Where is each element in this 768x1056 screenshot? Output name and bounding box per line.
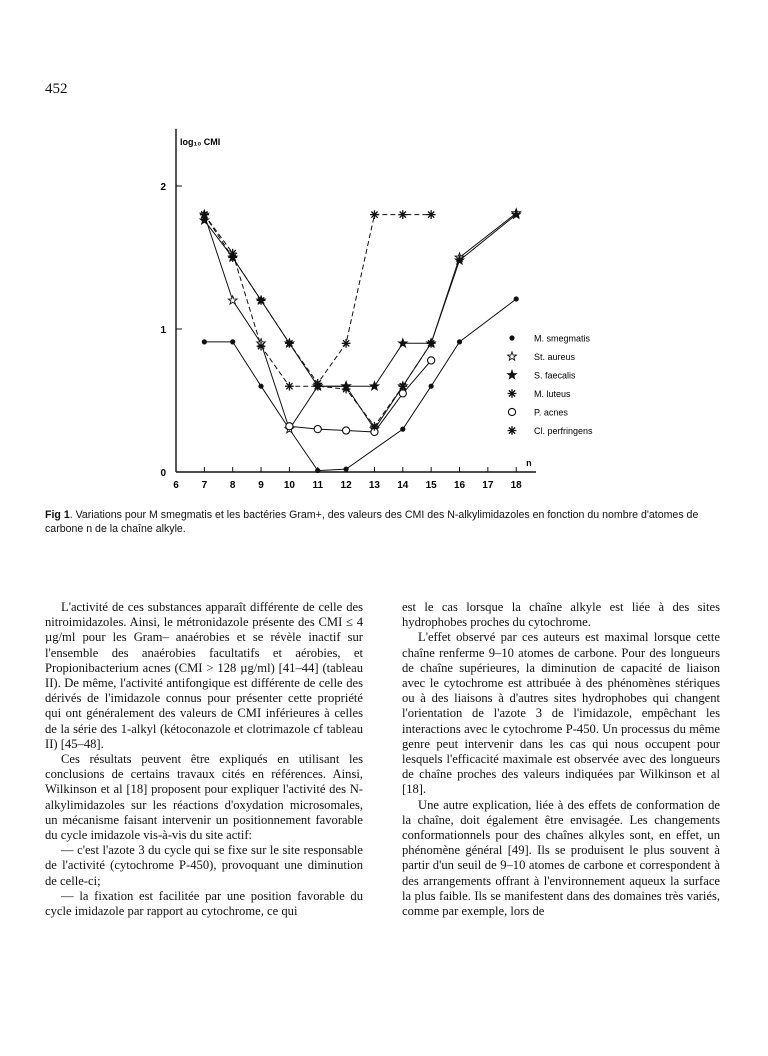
legend-label: Cl. perfringens (534, 426, 593, 436)
series-line (204, 215, 431, 427)
series (202, 296, 519, 473)
series (200, 209, 521, 433)
data-point (258, 384, 263, 389)
data-point (344, 467, 349, 472)
data-point (514, 296, 519, 301)
series-line (204, 299, 516, 471)
data-point (314, 426, 321, 433)
legend-entry (508, 352, 576, 362)
legend-label: M. smegmatis (534, 333, 591, 344)
data-point (508, 370, 517, 378)
chart-legend (508, 334, 593, 437)
y-tick-label: 2 (160, 182, 166, 193)
data-point (427, 339, 436, 348)
x-tick-label: 17 (482, 480, 494, 491)
legend-label: P. acnes (534, 407, 568, 418)
data-point (509, 335, 514, 340)
x-tick-label: 15 (425, 480, 437, 491)
data-point (370, 422, 379, 431)
data-point (285, 339, 294, 348)
x-tick-label: 12 (340, 480, 352, 491)
x-tick-label: 10 (283, 480, 295, 491)
x-tick-label: 11 (312, 480, 324, 491)
data-point (286, 423, 293, 430)
paragraph: L'effet observé par ces auteurs est maximal lorsque cette chaîne renferme 9–10 atomes de carbone. Pour des longueurs de chaîne supérieures, la diminution de capacité de liaison avec le cytochrome est attribuée à des phénomènes stériques ou à des liaisons à d'autres sites hydrophobes qui changent l'orientation de l'azote 3 de l'imidazole, empêchant les interactions avec le cytochrome P-450. Un processus du même genre peut intervenir dans les cas qui nous occupent pour lesquels l'efficacité maximale est observée avec des longueurs de chaîne proches des valeurs indiquées par Wilkinson et al [18]. (402, 630, 720, 797)
data-point (427, 210, 436, 219)
series-line (204, 215, 516, 387)
left-column (45, 600, 363, 919)
series (200, 210, 521, 390)
legend-label: M. luteus (534, 389, 571, 399)
right-column (402, 600, 720, 919)
paragraph: est le cas lorsque la chaîne alkyle est liée à des sites hydrophobes proches du cytochrome. (402, 600, 720, 630)
series-line (204, 215, 431, 384)
data-point (343, 427, 350, 434)
legend-entry (508, 370, 576, 380)
y-tick-label: 1 (160, 325, 166, 336)
x-tick-label: 14 (397, 480, 409, 491)
data-point (508, 389, 517, 398)
data-point (228, 249, 237, 258)
x-tick-label: 9 (258, 480, 264, 491)
data-point (257, 342, 266, 351)
data-point (399, 390, 406, 397)
data-point (400, 427, 405, 432)
caption-label: Fig 1 (45, 509, 70, 521)
legend-label: St. aureus (534, 352, 576, 362)
x-tick-label: 7 (201, 480, 208, 491)
data-point (457, 339, 462, 344)
series-line (204, 213, 516, 429)
x-tick-label: 8 (229, 480, 236, 491)
data-point (508, 426, 517, 435)
y-tick-label: 0 (160, 468, 166, 479)
paragraph: Une autre explication, liée à des effets de conformation de la chaîne, doit également être envisagée. Les changements conformationnels pour des chaînes alkyles sont, en effet, un phénomène général [49]. Ils se produisent le plus souvent à partir d'un seuil de 9–10 atomes de carbone et correspondent à des arrangements offrant à l'environnement aqueux la surface la plus faible. Ils se manifestent dans des domaines très variés, comme par exemple, lors de (402, 797, 720, 919)
data-point (508, 408, 515, 415)
data-point (200, 210, 209, 219)
paragraph: — c'est l'azote 3 du cycle qui se fixe sur le site responsable de l'activité (cytochrome P-450), provoquant une diminution de celle-ci; (45, 843, 363, 888)
y-axis-label: log₁₀ CMI (180, 136, 221, 147)
data-point (202, 339, 207, 344)
data-point (230, 339, 235, 344)
figure-caption (45, 508, 725, 536)
page-number: 452 (45, 81, 68, 97)
data-point (342, 339, 351, 348)
legend-entry (509, 334, 590, 344)
chart-series (200, 209, 521, 474)
x-axis-label: n (526, 458, 532, 468)
paragraph: L'activité de ces substances apparaît différente de celle des nitroimidazoles. Ainsi, le métronidazole présente des CMI ≤ 4 µg/ml pour les Gram– anaérobies et se révèle inactif sur l'ensemble des anaérobies facultatifs et aérobies, et Propionibacterium acnes (CMI > 128 µg/ml) [41–44] (tableau II). De même, l'activité antifongique est différente de celle des dérivés de l'imidazole connus pour présenter cette propriété qui ont généralement des valeurs de CMI inférieures à celles de la série des 1-alkyl (kétoconazole et clotrimazole cf tableau II) [45–48]. (45, 600, 363, 751)
paragraph: Ces résultats peuvent être expliqués en utilisant les conclusions de certains travaux cités en références. Ainsi, Wilkinson et al [18] proposent pour expliquer l'activité des N-alkylimidazoles sur les réactions d'oxydation microsomales, un mécanisme faisant intervenir un positionnement favorable du cycle imidazole vis-à-vis du site actif: (45, 752, 363, 843)
data-point (228, 296, 237, 304)
series (286, 357, 435, 436)
data-point (398, 210, 407, 219)
data-point (313, 382, 322, 391)
legend-label: S. faecalis (534, 370, 576, 381)
legend-entry (508, 426, 593, 436)
data-point (398, 339, 407, 347)
legend-entry (508, 389, 571, 399)
x-tick-label: 13 (368, 480, 381, 491)
x-tick-label: 16 (453, 480, 466, 491)
legend-entry (508, 408, 568, 418)
data-point (428, 357, 435, 364)
data-point (398, 382, 407, 391)
paragraph: — la fixation est facilitée par une position favorable du cycle imidazole par rapport au cytochrome, ce qui (45, 888, 363, 919)
data-point (257, 296, 266, 305)
data-point (285, 382, 294, 391)
data-point (429, 384, 434, 389)
chart-axes (160, 129, 536, 491)
x-tick-label: 18 (510, 480, 522, 491)
caption-text: . Variations pour M smegmatis et les bactéries Gram+, des valeurs des CMI des N-alkylimidazoles en fonction du nombre d'atomes de carbone n de la chaîne alkyle. (45, 509, 699, 535)
data-point (508, 352, 517, 360)
data-point (370, 210, 379, 219)
figure-chart (0, 0, 768, 500)
x-tick-label: 6 (173, 480, 179, 491)
data-point (315, 468, 320, 473)
data-point (342, 385, 351, 394)
data-point (370, 382, 379, 390)
